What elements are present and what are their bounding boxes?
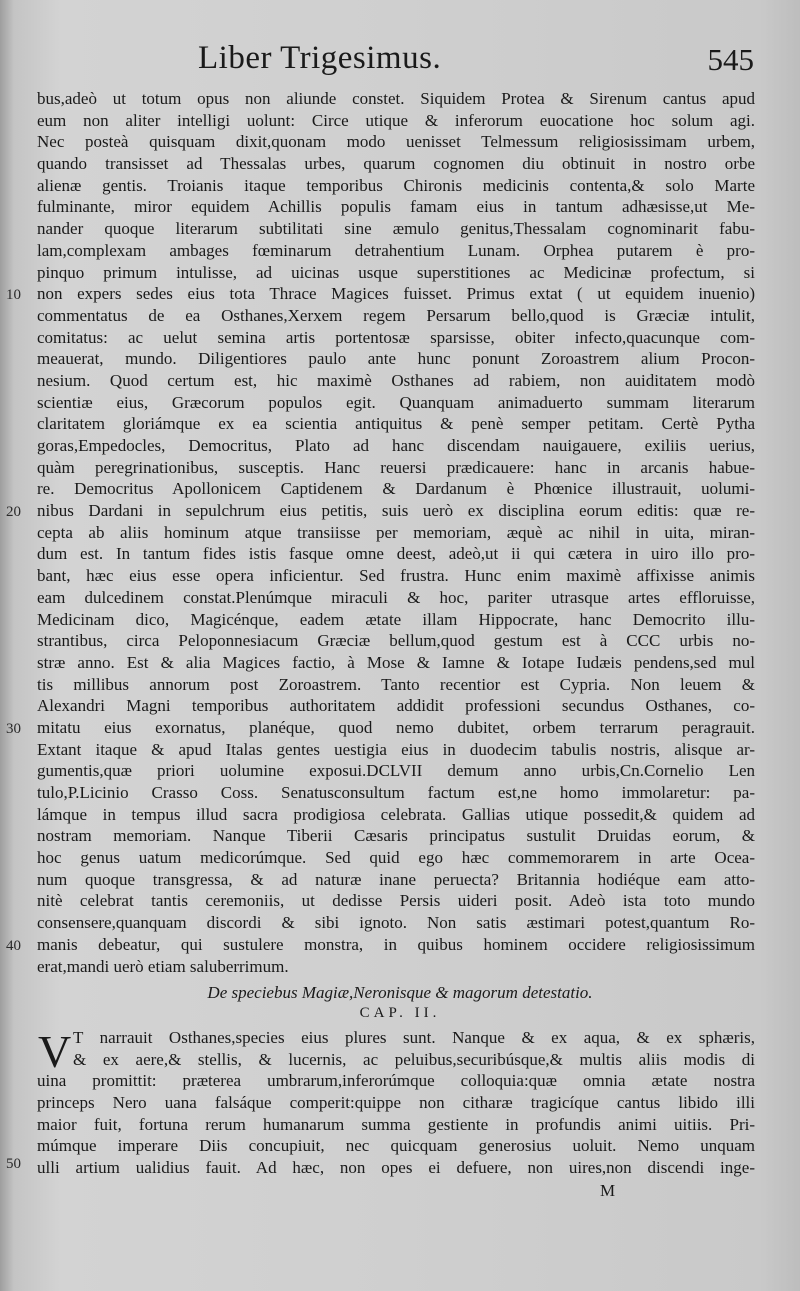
text-line: stræ anno. Est & alia Magices factio, à Mose & Iamne & Iotape Iudæis pendens,sed mul	[37, 652, 755, 672]
line-number-40: 40	[6, 938, 21, 954]
text-line: nostram memoriam. Nanque Tiberii Cæsaris principatus sustulit Druidas eorum, &	[37, 826, 755, 846]
text-line: consensere,quanquam discordi & sibi ignoto. Non satis æstimari potest,quantum Ro-	[37, 913, 755, 933]
page-number: 545	[707, 42, 754, 77]
line-number-30: 30	[6, 721, 21, 737]
line-number-50: 50	[6, 1156, 21, 1172]
chapter-text-line: ulli artium ualidius fauit. Ad hæc, non opes ei defuere, non uires,non discendi inge-	[37, 1158, 755, 1178]
text-line: strantibus, circa Peloponnesiacum Græciæ bellum,quod gestum est à CCC urbis no-	[37, 631, 755, 651]
text-line: nesium. Quod certum est, hic maximè Osthanes ad rabiem, non auiditatem modò	[37, 370, 755, 390]
chapter-text-line: múmque imperare Diis concupiuit, nec quicquam generosius uoluit. Nemo unquam	[37, 1136, 755, 1156]
chapter-text-line: uina promittit: præterea umbrarum,inferorúmque colloquia:quæ omnia ætate nostra	[37, 1071, 755, 1091]
chapter-text-line: maior fuit, fortuna rerum humanarum summa gestiente in profundis animi uitiis. Pri-	[37, 1114, 755, 1134]
text-line: comitatus: ac uelut semina artis portentosæ sparsisse, obiter infecto,quacunque com-	[37, 327, 755, 347]
text-line: meauerat, mundo. Diligentiores paulo ante hunc ponunt Zoroastrem alium Procon-	[37, 349, 755, 369]
text-line: Alexandri Magni temporibus authoritatem addidit professioni secundus Osthanes, co-	[37, 696, 755, 716]
text-line: eam dulcedinem constat.Plenúmque miraculi & hoc, pariter utrasque artes effloruisse,	[37, 587, 755, 607]
text-line: Extant itaque & apud Italas gentes uestigia eius in duodecim tabulis nostris, alisque ar-	[37, 739, 755, 759]
text-line: dum est. In tantum fides istis fasque omne deest, adeò,ut ii qui cætera in uiro illo pro-	[37, 544, 755, 564]
text-line: Medicinam dico, Magicénque, eadem ætate illam Hippocrate, hanc Democrito illu-	[37, 609, 755, 629]
text-line: cepta ab aliis hominum atque transiisse per memoriam, æquè ac nihil in uita, miran-	[37, 522, 755, 542]
running-title: Liber Trigesimus.	[198, 40, 442, 76]
drop-cap: V	[38, 1026, 72, 1077]
text-line: gumentis,quæ priori uolumine exposui.DCLVII demum anno urbis,Cn.Cornelio Len	[37, 761, 755, 781]
text-line: claritatem gloriámque ex ea scientia antiquitus & penè semper petitam. Certè Pytha	[37, 414, 755, 434]
text-line: erat,mandi uerò etiam saluberrimum.	[37, 956, 289, 976]
text-line: manis debeatur, qui sustulere monstra, in quibus hominem occidere religiosissimum	[37, 934, 755, 954]
text-line: hoc genus uatum medicorúmque. Sed quid ego hæc commemorarem in arte Ocea-	[37, 848, 755, 868]
text-line: fulminante, miror equidem Achillis populis famam eius in tantum adhæsisse,ut Me-	[37, 197, 755, 217]
text-line: tis millibus annorum post Zoroastrem. Tanto recentior est Cypria. Non leuem &	[37, 674, 755, 694]
text-line: scientiæ eius, Græcorum populos egit. Quanquam animaduerto summam literarum	[37, 392, 755, 412]
text-line: re. Democritus Apollonicem Captidenem & Dardanum è Phœnice illustrauit, uolumi-	[37, 479, 755, 499]
text-line: lam,complexam ambages fœminarum detrahentium Lunam. Orphea putarem è pro-	[37, 240, 755, 260]
chapter-text-block	[37, 1027, 755, 1179]
text-line: bant, hæc eius esse opera inficientur. Sed frustra. Hunc enim maximè affixisse animis	[37, 566, 755, 586]
text-line: Nec posteà quisquam dixit,quonam modo uenisset Telmessum religiosissimam urbem,	[37, 132, 755, 152]
text-line: quàm peregrinationibus, susceptis. Hanc reuersi prædicauere: hanc in arcanis habue-	[37, 457, 755, 477]
catchword: M	[600, 1181, 616, 1200]
chapter-text-line: princeps Nero uana falsáque comperit:quippe non citharæ tragicíque cantus libido illi	[37, 1093, 755, 1113]
text-line: eum non aliter intelligi uolunt: Circe utique & inferorum euocatione hoc solum agi.	[37, 110, 755, 130]
text-line: quando transisset ad Thessalas urbes, quarum cognomen diu obtinuit in nostro orbe	[37, 154, 755, 174]
text-line: tulo,P.Licinio Crasso Coss. Senatusconsultum factum est,ne homo immolaretur: pa-	[37, 783, 755, 802]
chapter-text-line: T narrauit Osthanes,species eius plures sunt. Nanque & ex aqua, & ex sphæris,	[73, 1028, 755, 1047]
text-line: mitatu eius exornatus, planéque, quod nemo dubitet, orbem terrarum peragrauit.	[37, 717, 755, 737]
text-line: non expers sedes eius tota Thrace Magices fuisset. Primus extat ( ut equidem inuenio)	[37, 284, 755, 304]
text-line: lámque in tempus illud sacra prodigiosa celebrata. Gallias utique possedit,& quidem ad	[37, 804, 755, 824]
text-line: alienæ gentis. Troianis itaque temporibus Chironis medicinis contenta,& solo Marte	[37, 175, 755, 195]
line-number-10: 10	[6, 287, 21, 303]
chapter-text-line: & ex aere,& stellis, & lucernis, ac peluibus,securibúsque,& multis aliis modis di	[73, 1049, 755, 1069]
text-line: goras,Empedocles, Democritus, Plato ad hanc discendam nauigauere, exiliis uerius,	[37, 436, 755, 455]
line-number-20: 20	[6, 504, 21, 520]
text-line: nitè celebrat tantis ceremoniis, ut dedisse Persis uideri posit. Adeò ista toto mundo	[37, 891, 755, 911]
chapter-label: CAP. II.	[359, 1005, 441, 1021]
text-line: commentatus de ea Osthanes,Xerxem regem Persarum bello,quod is Græciæ intulit,	[37, 305, 755, 325]
text-line: pinquo primum intulisse, ad uicinas usque superstitiones ac Medicinæ profectum, si	[37, 262, 755, 282]
page-header	[198, 40, 758, 90]
text-line: num quoque transgressa, & ad naturæ inane peruecta? Britannia hodiéque eam atto-	[37, 869, 755, 889]
chapter-title: De speciebus Magiæ,Neronisque & magorum detestatio.	[207, 983, 593, 1002]
main-text-block	[37, 88, 755, 977]
text-line: nander quoque literarum subtilitati sine æmulo genitus,Thessalam cognominarit fabu-	[37, 219, 755, 239]
text-line: nibus Dardani in sepulchrum eius petitis, suis uerò ex disciplina eorum editis: quæ re-	[37, 501, 755, 521]
text-line: bus,adeò ut totum opus non aliunde constet. Siquidem Protea & Sirenum cantus apud	[37, 89, 755, 108]
